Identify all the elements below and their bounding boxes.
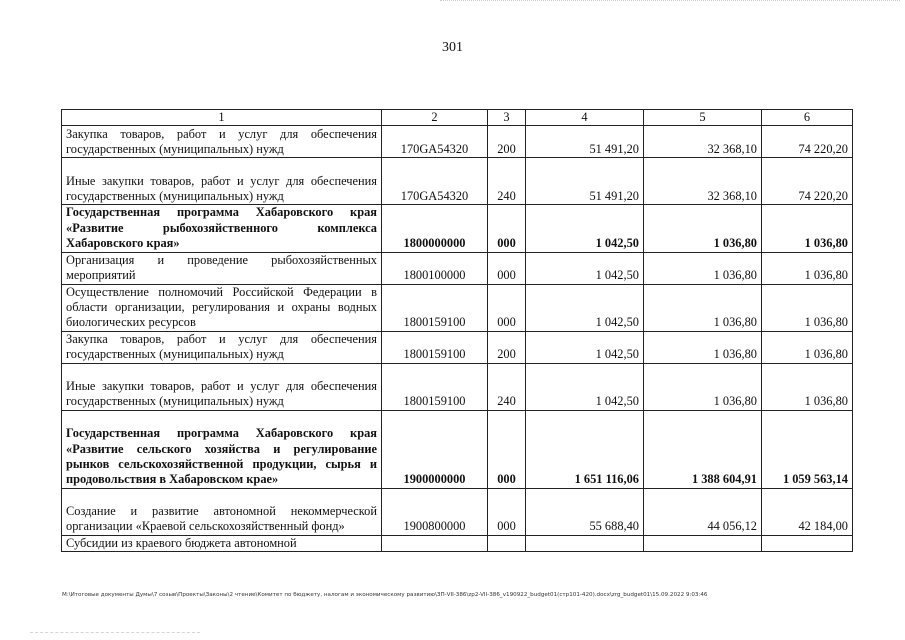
row-value-5-cell: 44 056,12: [644, 488, 762, 535]
row-type-cell: 000: [488, 284, 526, 331]
row-value-5-cell: 32 368,10: [644, 126, 762, 158]
row-type-cell: 000: [488, 488, 526, 535]
row-name-cell: Закупка товаров, работ и услуг для обеспечения государственных (муниципальных) нужд: [62, 126, 382, 158]
row-type-cell: 000: [488, 410, 526, 488]
row-name-cell: Государственная программа Хабаровского края «Развитие сельского хозяйства и регулирование рынков сельскохозяйственной продукции, сырья и продовольствия в Хабаровском крае»: [62, 410, 382, 488]
scan-artifact-top: [440, 0, 900, 7]
table-row: [62, 126, 853, 158]
row-name-cell: Иные закупки товаров, работ и услуг для обеспечения государственных (муниципальных) нужд: [62, 363, 382, 410]
page-number: 301: [442, 40, 463, 55]
row-type-cell: 240: [488, 158, 526, 205]
column-header: 5: [644, 110, 762, 126]
row-type-cell: 240: [488, 363, 526, 410]
row-value-6-cell: 42 184,00: [762, 488, 853, 535]
row-value-4-cell: 1 042,50: [526, 252, 644, 284]
row-value-5-cell: 1 036,80: [644, 205, 762, 252]
row-value-5-cell: 1 036,80: [644, 284, 762, 331]
column-header: 2: [382, 110, 488, 126]
row-value-5-cell: 1 036,80: [644, 363, 762, 410]
row-name-cell: Закупка товаров, работ и услуг для обеспечения государственных (муниципальных) нужд: [62, 331, 382, 363]
row-name-cell: Иные закупки товаров, работ и услуг для обеспечения государственных (муниципальных) нужд: [62, 158, 382, 205]
row-code-cell: 1800159100: [382, 363, 488, 410]
table-row: [62, 363, 853, 410]
row-value-5-cell: 1 388 604,91: [644, 410, 762, 488]
row-value-6-cell: 1 036,80: [762, 331, 853, 363]
row-type-cell: 000: [488, 205, 526, 252]
row-code-cell: 170GA54320: [382, 126, 488, 158]
row-value-5-cell: 32 368,10: [644, 158, 762, 205]
row-code-cell: 1800100000: [382, 252, 488, 284]
row-value-4-cell: 55 688,40: [526, 488, 644, 535]
row-name-cell: Осуществление полномочий Российской Федерации в области организации, регулирования и охраны водных биологических ресурсов: [62, 284, 382, 331]
row-code-cell: 1900800000: [382, 488, 488, 535]
empty-cell: [644, 535, 762, 551]
row-type-cell: 200: [488, 331, 526, 363]
scan-artifact-bottom: [30, 632, 200, 637]
row-value-6-cell: 1 036,80: [762, 363, 853, 410]
row-code-cell: 1800159100: [382, 331, 488, 363]
table-row: [62, 205, 853, 252]
table-row: [62, 488, 853, 535]
row-value-6-cell: 1 036,80: [762, 284, 853, 331]
row-code-cell: 1900000000: [382, 410, 488, 488]
row-name-cell: Организация и проведение рыбохозяйственных мероприятий: [62, 252, 382, 284]
row-name-cell: Субсидии из краевого бюджета автономной: [62, 535, 382, 551]
row-code-cell: 1800159100: [382, 284, 488, 331]
row-value-6-cell: 1 036,80: [762, 252, 853, 284]
row-value-6-cell: 1 036,80: [762, 205, 853, 252]
row-value-4-cell: 51 491,20: [526, 158, 644, 205]
row-code-cell: 1800000000: [382, 205, 488, 252]
column-header: 4: [526, 110, 644, 126]
table-row: [62, 284, 853, 331]
row-value-4-cell: 51 491,20: [526, 126, 644, 158]
table-row: [62, 252, 853, 284]
column-header: 6: [762, 110, 853, 126]
row-value-6-cell: 74 220,20: [762, 158, 853, 205]
row-value-5-cell: 1 036,80: [644, 331, 762, 363]
row-value-6-cell: 74 220,20: [762, 126, 853, 158]
row-name-cell: Создание и развитие автономной некоммерческой организации «Краевой сельскохозяйственный фонд»: [62, 488, 382, 535]
row-value-4-cell: 1 042,50: [526, 331, 644, 363]
table-header-row: [62, 110, 853, 126]
empty-cell: [526, 535, 644, 551]
table-row: [62, 158, 853, 205]
row-type-cell: 000: [488, 252, 526, 284]
table-row-partial: [62, 535, 853, 551]
table-row: [62, 410, 853, 488]
empty-cell: [488, 535, 526, 551]
row-value-5-cell: 1 036,80: [644, 252, 762, 284]
empty-cell: [382, 535, 488, 551]
row-value-4-cell: 1 042,50: [526, 205, 644, 252]
column-header: 1: [62, 110, 382, 126]
row-name-cell: Государственная программа Хабаровского края «Развитие рыбохозяйственного комплекса Хабаровского края»: [62, 205, 382, 252]
row-value-6-cell: 1 059 563,14: [762, 410, 853, 488]
row-code-cell: 170GA54320: [382, 158, 488, 205]
footer-file-path: M:\Итоговые документы Думы\7 созыв\Проекты\Законы\2 чтение\Комитет по бюджету, налогам и экономическому развитию\ЗП-VII-386\zp2-VII-386_v190922_budget01(стр101-420).docx\zrg_budget01\15.09.2022 9:03:46: [62, 592, 708, 598]
table-row: [62, 331, 853, 363]
budget-table: [61, 109, 853, 552]
empty-cell: [762, 535, 853, 551]
row-value-4-cell: 1 042,50: [526, 284, 644, 331]
row-value-4-cell: 1 042,50: [526, 363, 644, 410]
row-value-4-cell: 1 651 116,06: [526, 410, 644, 488]
column-header: 3: [488, 110, 526, 126]
row-type-cell: 200: [488, 126, 526, 158]
